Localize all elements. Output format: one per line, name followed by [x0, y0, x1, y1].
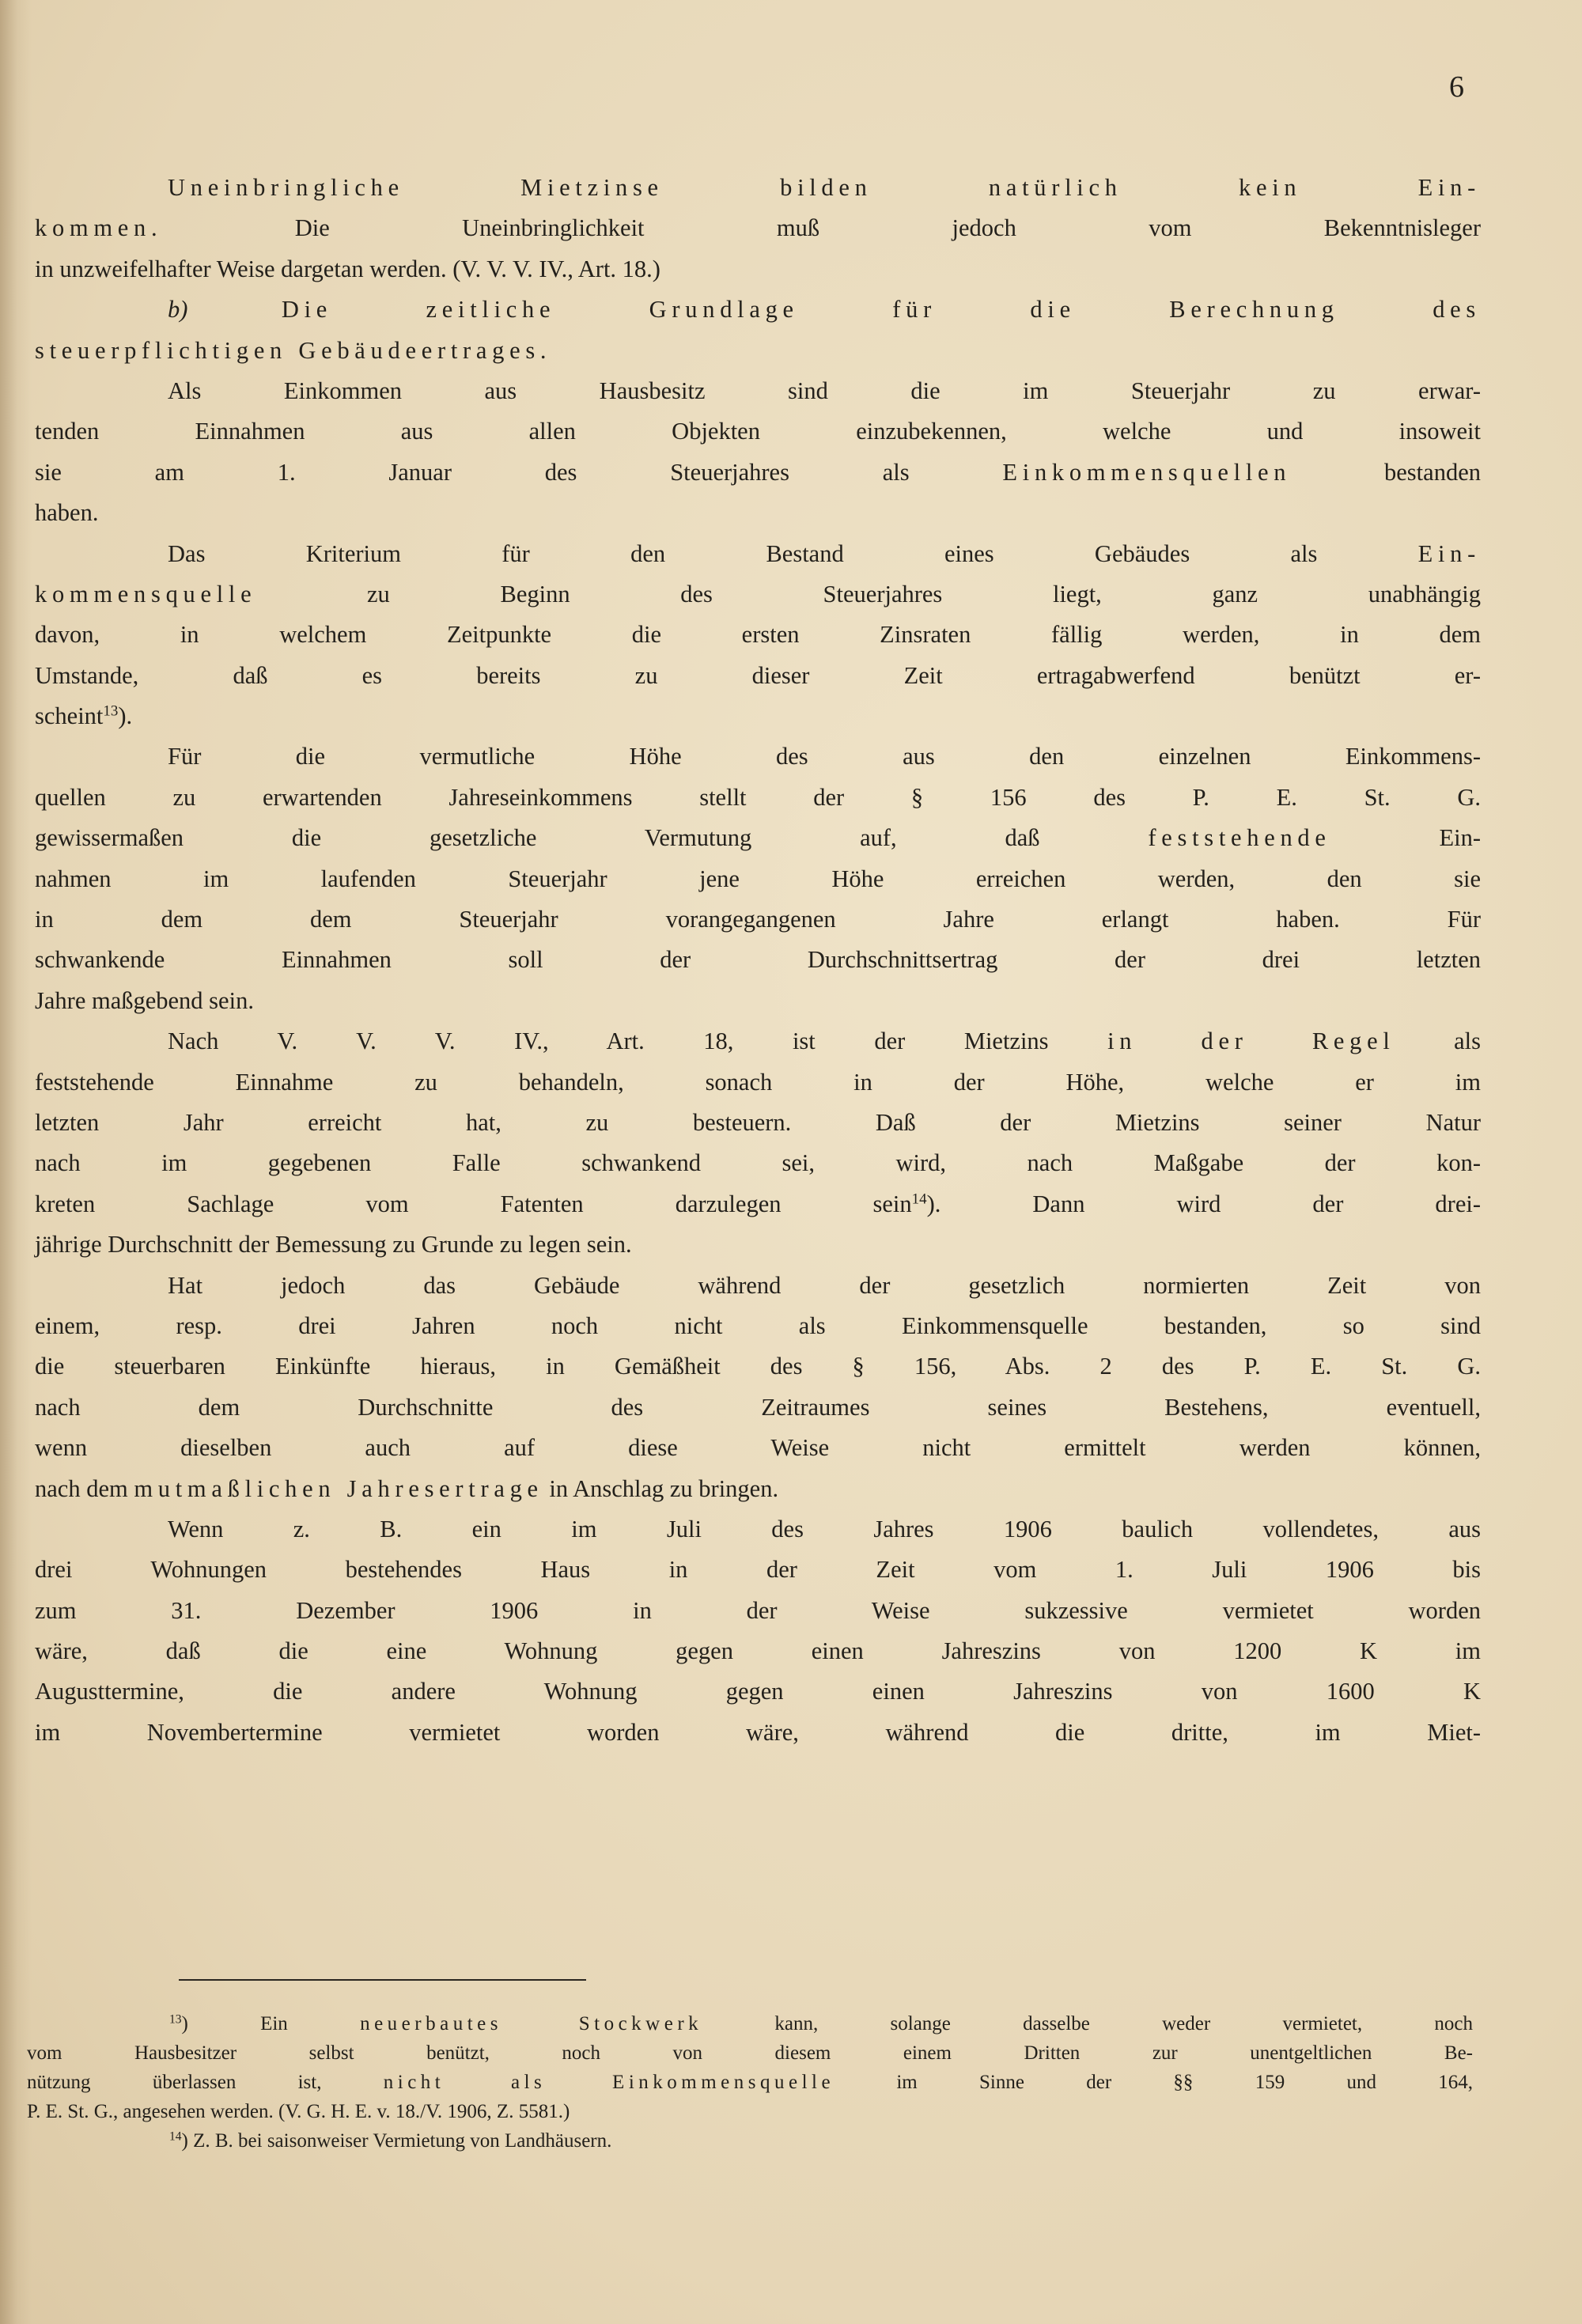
text-line [35, 1021, 1481, 1062]
footnote-line [27, 2097, 1473, 2126]
text-run: wäre, daß die eine Wohnung gegen einen Jahreszins von 1200 K im [35, 1637, 1481, 1665]
text-line [35, 1143, 1481, 1183]
text-run: im Sinne der §§ 159 und 164, [835, 2072, 1473, 2093]
text-line [35, 534, 1481, 574]
text-line [35, 1631, 1481, 1671]
spaced-emphasis-text: in der Regel [1107, 1028, 1395, 1055]
text-run: nach im gegebenen Falle schwankend sei, wird, nach Maßgabe der kon- [35, 1149, 1481, 1177]
spaced-emphasis-text: nicht als Einkommensquelle [383, 2072, 835, 2093]
text-run: Für die vermutliche Höhe des aus den einzelnen Einkommens- [168, 743, 1481, 770]
text-line [35, 859, 1481, 899]
footnotes [27, 2009, 1473, 2156]
text-line [35, 574, 1481, 615]
text-line [35, 249, 1481, 290]
text-run: in Anschlag zu bringen. [543, 1474, 779, 1502]
spaced-emphasis-text: steuerpflichtigen Gebäudeertrages. [35, 336, 552, 364]
text-run: kann, solange dasselbe weder vermietet, noch [702, 2013, 1473, 2034]
text-line [35, 778, 1481, 818]
text-run: vom Hausbesitzer selbst benützt, noch von diesem einem Dritten zur unentgeltlichen Be- [27, 2042, 1473, 2064]
footnote-line [27, 2126, 1473, 2156]
text-run: kreten Sachlage vom Fatenten darzulegen sein [35, 1190, 912, 1217]
text-line [35, 1224, 1481, 1265]
text-line [35, 371, 1481, 411]
footnote-marker: 14 [169, 2129, 182, 2144]
text-line [35, 940, 1481, 980]
text-line [35, 736, 1481, 777]
text-run: Nach V. V. V. IV., Art. 18, ist der Mietzins [168, 1028, 1108, 1055]
text-run: die steuerbaren Einkünfte hieraus, in Gemäßheit des § 156, Abs. 2 des P. E. St. G. [35, 1353, 1481, 1380]
text-run: nach dem Durchschnitte des Zeitraumes seines Bestehens, eventuell, [35, 1393, 1481, 1421]
text-run: ) Z. B. bei saisonweiser Vermietung von Landhäusern. [181, 2130, 612, 2152]
text-run: wenn dieselben auch auf diese Weise nicht ermittelt werden können, [35, 1434, 1481, 1462]
text-run: sie am 1. Januar des Steuerjahres als [35, 458, 1003, 486]
text-run: als [1395, 1028, 1481, 1055]
text-run: im Novembertermine vermietet worden wäre, während die dritte, im Miet- [35, 1718, 1481, 1746]
text-run: ). Dann wird der drei- [926, 1190, 1481, 1217]
text-run: zum 31. Dezember 1906 in der Weise sukzessive vermietet worden [35, 1596, 1481, 1624]
spaced-emphasis-text: Ein- [1417, 539, 1481, 567]
spaced-emphasis-text: mutmaßlichen Jahresertrage [134, 1474, 543, 1502]
text-run: zu Beginn des Steuerjahres liegt, ganz unabhängig [256, 580, 1481, 607]
footnote-marker: 13 [103, 702, 119, 720]
text-run: scheint [35, 702, 104, 730]
spaced-emphasis-text: Einkommensquellen [1002, 458, 1292, 486]
italic-text: b) [168, 296, 188, 324]
text-line [35, 1509, 1481, 1550]
body-text [35, 168, 1481, 1753]
footnote [27, 2126, 1473, 2156]
page-number: 6 [1449, 70, 1464, 104]
footnote-line [27, 2038, 1473, 2068]
text-run: schwankende Einnahmen soll der Durchschnittsertrag der drei letzten [35, 946, 1481, 974]
spaced-emphasis-text: Uneinbringliche Mietzinse bilden natürlich kein Ein- [168, 174, 1481, 201]
text-run: ) Ein [181, 2013, 361, 2034]
text-line [35, 1428, 1481, 1468]
footnote [27, 2009, 1473, 2126]
text-line [35, 411, 1481, 452]
text-run: Augusttermine, die andere Wohnung gegen einen Jahreszins von 1600 K [35, 1678, 1481, 1705]
spaced-emphasis-text: kommensquelle [35, 580, 257, 607]
paragraph [35, 1021, 1481, 1265]
text-line [35, 208, 1481, 248]
text-line [35, 981, 1481, 1021]
text-line [35, 1387, 1481, 1428]
text-run: Umstande, daß es bereits zu dieser Zeit ertragabwerfend benützt er- [35, 661, 1481, 689]
text-run: nach dem [35, 1474, 134, 1502]
text-run: Das Kriterium für den Bestand eines Gebäudes als [168, 539, 1418, 567]
text-run: jährige Durchschnitt der Bemessung zu Grunde zu legen sein. [35, 1231, 632, 1259]
text-line [35, 1469, 1481, 1509]
footnote-line [27, 2009, 1473, 2038]
text-run: drei Wohnungen bestehendes Haus in der Zeit vom 1. Juli 1906 bis [35, 1556, 1481, 1584]
text-line [35, 1346, 1481, 1387]
text-line [35, 1306, 1481, 1346]
text-run: Die Uneinbringlichkeit muß jedoch vom Bekenntnisleger [162, 214, 1481, 242]
text-run: letzten Jahr erreicht hat, zu besteuern. Daß der Mietzins seiner Natur [35, 1108, 1481, 1136]
text-line [35, 1550, 1481, 1590]
paragraph [35, 371, 1481, 534]
text-line [35, 1591, 1481, 1631]
text-run: in unzweifelhafter Weise dargetan werden. (V. V. V. IV., Art. 18.) [35, 255, 660, 282]
footnote-marker: 14 [911, 1190, 927, 1208]
text-run: P. E. St. G., angesehen werden. (V. G. H. E. v. 18./V. 1906, Z. 5581.) [27, 2101, 570, 2122]
text-run: nützung überlassen ist, [27, 2072, 384, 2093]
text-line [35, 1062, 1481, 1103]
text-line [35, 818, 1481, 858]
text-line [35, 1103, 1481, 1143]
text-run: in dem dem Steuerjahr vorangegangenen Jahre erlangt haben. Für [35, 906, 1481, 933]
spaced-emphasis-text: feststehende [1148, 824, 1331, 852]
text-line [35, 1713, 1481, 1753]
text-run: gewissermaßen die gesetzliche Vermutung auf, daß [35, 824, 1149, 852]
text-run: Wenn z. B. ein im Juli des Jahres 1906 baulich vollendetes, aus [168, 1515, 1481, 1542]
paragraph [35, 1509, 1481, 1753]
text-line [35, 899, 1481, 940]
text-line [35, 696, 1481, 736]
text-run: quellen zu erwartenden Jahreseinkommens stellt der § 156 des P. E. St. G. [35, 783, 1481, 811]
text-run: bestanden [1291, 458, 1481, 486]
footnote-line [27, 2068, 1473, 2097]
footnote-marker: 13 [169, 2012, 182, 2027]
spaced-emphasis-text: kommen. [35, 214, 163, 242]
text-run: nahmen im laufenden Steuerjahr jene Höhe erreichen werden, den sie [35, 865, 1481, 892]
text-run: tenden Einnahmen aus allen Objekten einzubekennen, welche und insoweit [35, 418, 1481, 445]
text-run: feststehende Einnahme zu behandeln, sonach in der Höhe, welche er im [35, 1068, 1481, 1096]
text-line [35, 493, 1481, 533]
paragraph [35, 168, 1481, 290]
text-line [35, 1184, 1481, 1224]
spaced-emphasis-text: Die zeitliche Grundlage für die Berechnung des [187, 296, 1481, 324]
text-line [35, 615, 1481, 655]
text-line [35, 1266, 1481, 1306]
text-run: haben. [35, 499, 99, 527]
footnote-separator [179, 1979, 586, 1981]
text-line [35, 290, 1481, 330]
paragraph [35, 290, 1481, 371]
text-run: einem, resp. drei Jahren noch nicht als Einkommensquelle bestanden, so sind [35, 1312, 1481, 1339]
text-run: Ein- [1330, 824, 1481, 852]
paragraph [35, 534, 1481, 737]
text-run: Hat jedoch das Gebäude während der gesetzlich normierten Zeit von [168, 1271, 1481, 1299]
text-run: Jahre maßgebend sein. [35, 986, 254, 1014]
paragraph [35, 736, 1481, 1021]
text-line [35, 452, 1481, 493]
text-run: ). [118, 702, 133, 730]
spaced-emphasis-text: neuerbautes Stockwerk [360, 2013, 703, 2034]
text-run: davon, in welchem Zeitpunkte die ersten Zinsraten fällig werden, in dem [35, 621, 1481, 649]
text-line [35, 656, 1481, 696]
text-line [35, 1671, 1481, 1712]
text-run: Als Einkommen aus Hausbesitz sind die im Steuerjahr zu erwar- [168, 377, 1481, 404]
text-line [35, 331, 1481, 371]
text-line [35, 168, 1481, 208]
paragraph [35, 1266, 1481, 1509]
